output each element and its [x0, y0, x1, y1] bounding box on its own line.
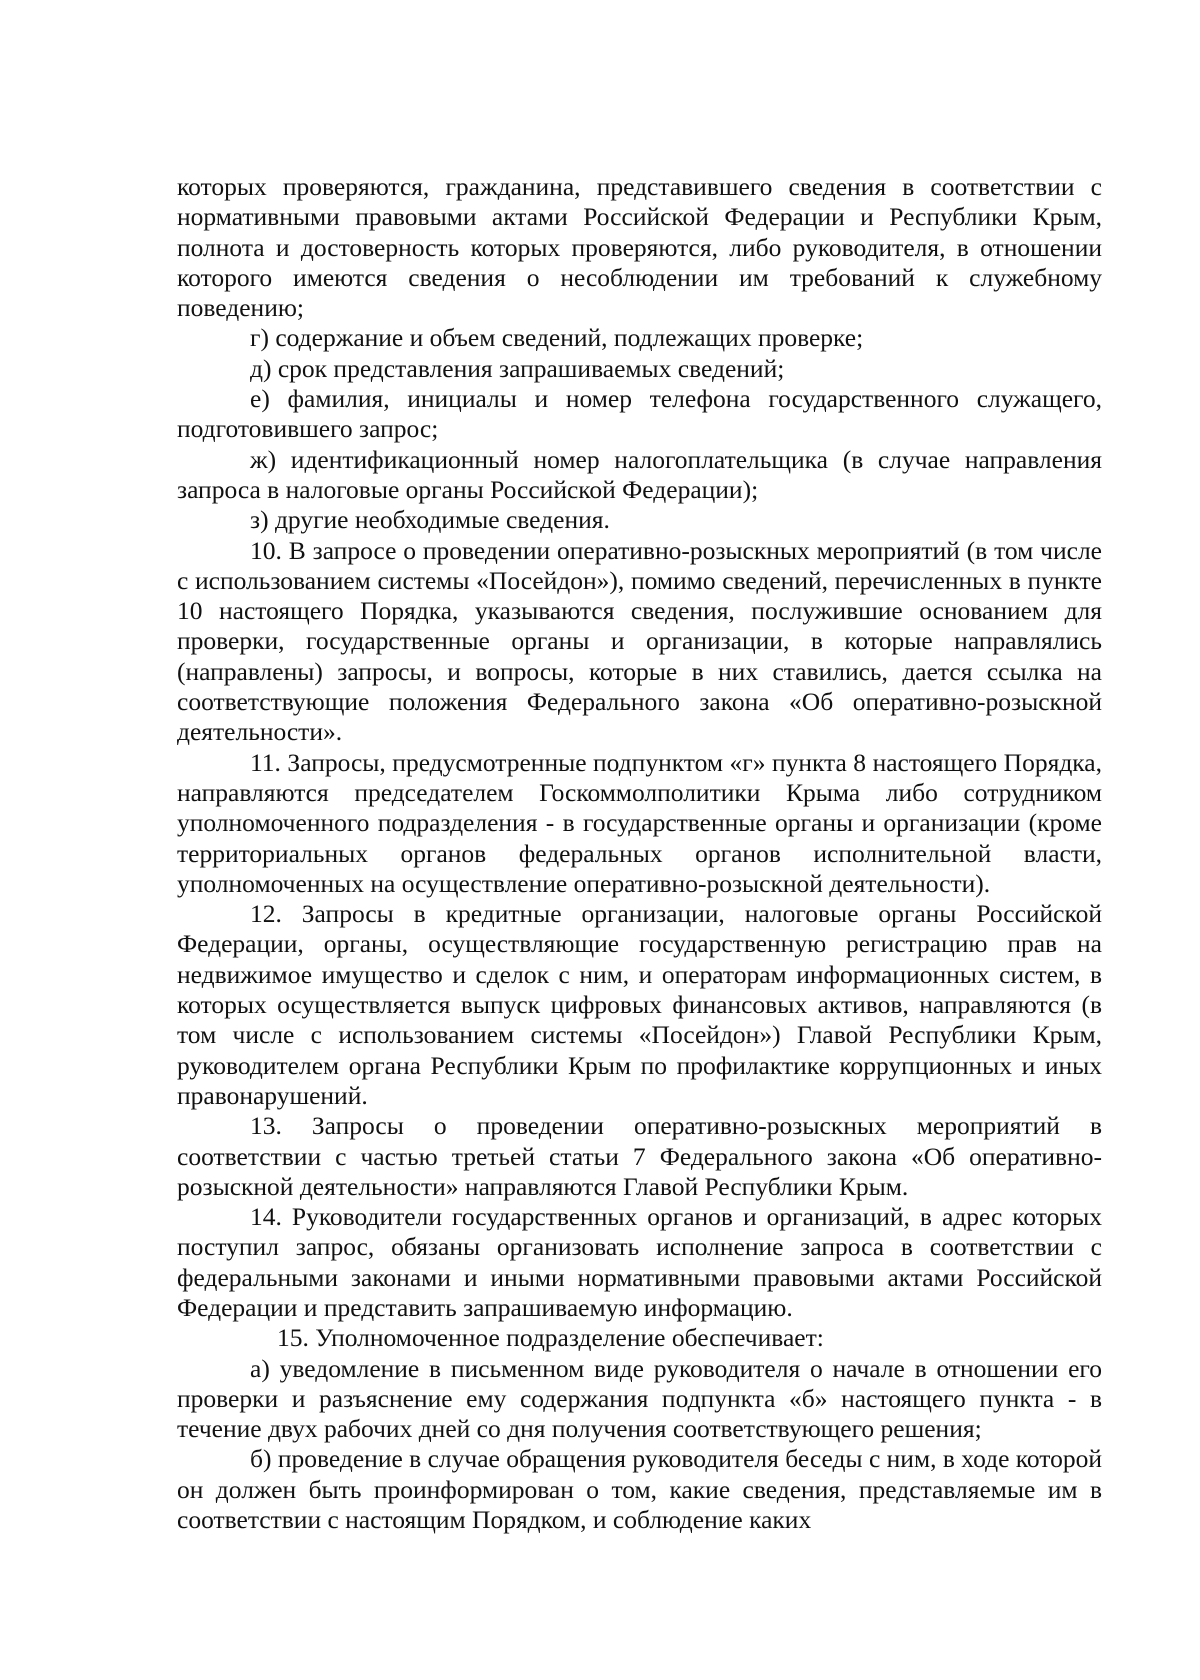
paragraph-15: 15. Уполномоченное подразделение обеспечивает: [277, 1323, 824, 1353]
paragraph-continuation: которых проверяются, гражданина, представившего сведения в соответствии с нормативными правовыми актами Российской Федерации и Республики Крым, полнота и достоверность которых проверяются, либо руководителя, в отношении которого имеются сведения о несоблюдении им требований к служебному поведению; [177, 172, 1102, 323]
paragraph-item-a: а) уведомление в письменном виде руководителя о начале в отношении его проверки и разъяснение ему содержания подпункта «б» настоящего пункта - в течение двух рабочих дней со дня получения соответствующего решения; [177, 1353, 1102, 1444]
paragraph-14: 14. Руководители государственных органов и организаций, в адрес которых поступил запрос, обязаны организовать исполнение запроса в соответствии с федеральными законами и иными нормативными правовыми актами Российской Федерации и представить запрашиваемую информацию. [177, 1202, 1102, 1322]
paragraph-13: 13. Запросы о проведении оперативно-розыскных мероприятий в соответствии с частью третьей статьи 7 Федерального закона «Об оперативно-розыскной деятельности» направляются Главой Республики Крым. [177, 1111, 1102, 1201]
paragraph-item-e: е) фамилия, инициалы и номер телефона государственного служащего, подготовившего запрос; [177, 384, 1102, 444]
paragraph-10: 10. В запросе о проведении оперативно-розыскных мероприятий (в том числе с использованием системы «Посейдон»), помимо сведений, перечисленных в пункте 10 настоящего Порядка, указываются сведения, послужившие основанием для проверки, государственные органы и организации, в которые направлялись (направлены) запросы, и вопросы, которые в них ставились, дается ссылка на соответствующие положения Федерального закона «Об оперативно-розыскной деятельности». [177, 535, 1102, 747]
paragraph-item-b: б) проведение в случае обращения руководителя беседы с ним, в ходе которой он должен быть проинформирован о том, какие сведения, представляемые им в соответствии с настоящим Порядком, и соблюдение каких [177, 1444, 1102, 1535]
paragraph-11: 11. Запросы, предусмотренные подпунктом «г» пункта 8 настоящего Порядка, направляются председателем Госкоммолполитики Крыма либо сотрудником уполномоченного подразделения - в государственные органы и организации (кроме территориальных органов федеральных органов исполнительной власти, уполномоченных на осуществление оперативно-розыскной деятельности). [177, 747, 1102, 898]
paragraph-12: 12. Запросы в кредитные организации, налоговые органы Российской Федерации, органы, осуществляющие государственную регистрацию прав на недвижимое имущество и сделок с ним, и операторам информационных систем, в которых осуществляется выпуск цифровых финансовых активов, направляются (в том числе с использованием системы «Посейдон») Главой Республики Крым, руководителем органа Республики Крым по профилактике коррупционных и иных правонарушений. [177, 899, 1102, 1110]
paragraph-item-zh: ж) идентификационный номер налогоплательщика (в случае направления запроса в налоговые органы Российской Федерации); [177, 444, 1102, 504]
document-body [177, 172, 1102, 1535]
paragraph-item-d: д) срок представления запрашиваемых сведений; [250, 353, 785, 383]
paragraph-item-g: г) содержание и объем сведений, подлежащих проверке; [250, 323, 864, 353]
paragraph-item-z: з) другие необходимые сведения. [250, 505, 610, 535]
